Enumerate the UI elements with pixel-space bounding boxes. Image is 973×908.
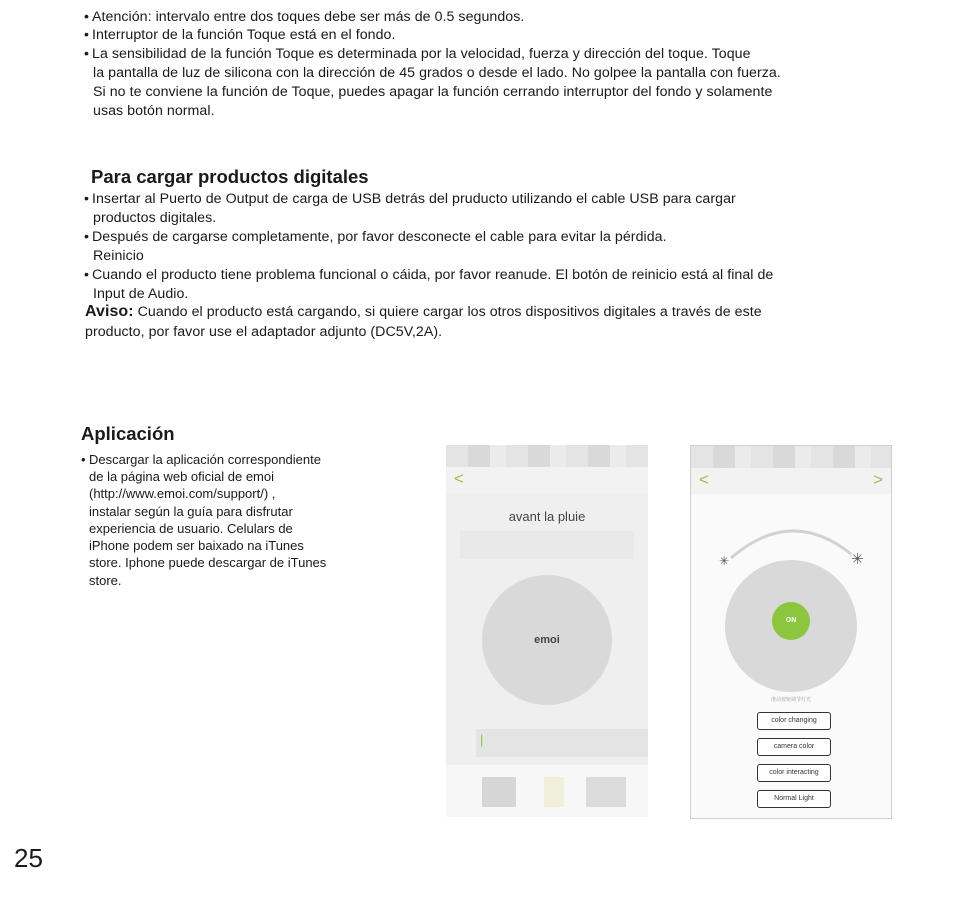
blurred-bar xyxy=(460,531,634,559)
slider-cursor: | xyxy=(480,732,484,747)
aviso-line1: Aviso: Cuando el producto está cargando, si quiere cargar los otros dispositivos digitales a través de este xyxy=(85,303,762,320)
app-line-3: (http://www.emoi.com/support/) , xyxy=(89,486,276,501)
charging-bullet-disconnect: • Después de cargarse completamente, por favor desconecte el cable para evitar la pérdida. xyxy=(84,228,667,246)
brightness-slider[interactable] xyxy=(476,729,648,757)
emoi-label: emoi xyxy=(534,634,560,646)
page-number: 25 xyxy=(14,843,43,873)
tab-icon-1[interactable] xyxy=(482,777,516,807)
hint-caption: 滑动按钮调节灯光 xyxy=(770,697,811,703)
charging-reset-line2: Input de Audio. xyxy=(93,286,189,302)
app-line-5: experiencia de usuario. Celulars de xyxy=(89,521,293,536)
charging-heading: Para cargar productos digitales xyxy=(91,166,369,187)
touch-sensitivity-line2: la pantalla de luz de silicona con la dirección de 45 grados o desde el lado. No golpee la pantalla con fuerza. xyxy=(93,65,781,81)
app-line-1: • Descargar la aplicación correspondiente xyxy=(81,451,321,468)
app-line-6: iPhone podem ser baixado na iTunes xyxy=(89,538,304,553)
aviso-line2: producto, por favor use el adaptador adjunto (DC5V,2A). xyxy=(85,324,443,340)
color-changing-button[interactable]: color changing xyxy=(757,712,831,730)
tab-icon-3[interactable] xyxy=(586,777,626,807)
camera-color-button[interactable]: camera color xyxy=(757,738,831,756)
back-icon[interactable]: < xyxy=(454,469,464,488)
scene-title: avant la pluie xyxy=(508,509,586,524)
touch-bullet-interval: • Atención: intervalo entre dos toques debe ser más de 0.5 segundos. xyxy=(84,8,524,26)
status-bar xyxy=(446,445,648,467)
color-interacting-button[interactable]: color interacting xyxy=(757,764,831,782)
charging-bullet-insert: • Insertar al Puerto de Output de carga de USB detrás del pruducto utilizando el cable USB para cargar xyxy=(84,190,736,208)
phone-screenshot-2 xyxy=(690,445,892,819)
touch-bullet-switch: • Interruptor de la función Toque está en el fondo. xyxy=(84,26,396,44)
touch-sensitivity-line3: Si no te conviene la función de Toque, puedes apagar la función cerrando interruptor del fondo y solamente xyxy=(93,84,773,100)
phone-screenshot-1 xyxy=(446,445,648,817)
charging-bullet-reset: • Cuando el producto tiene problema funcional o cáida, por favor reanude. El botón de reinicio está al final de xyxy=(84,266,773,284)
reset-label: Reinicio xyxy=(93,248,144,264)
touch-sensitivity-line4: usas botón normal. xyxy=(93,103,215,119)
bright-sun-icon: ✳ xyxy=(851,551,864,568)
power-on-button[interactable]: ON xyxy=(772,602,810,640)
nav-bar xyxy=(446,467,648,493)
app-line-7: store. Iphone puede descargar de iTunes xyxy=(89,555,327,570)
tab-icon-2[interactable] xyxy=(544,777,564,807)
aviso-label: Aviso: xyxy=(85,303,134,320)
forward-icon[interactable]: > xyxy=(873,470,883,489)
dim-sun-icon: ✳ xyxy=(719,554,730,568)
normal-light-button[interactable]: Normal Light xyxy=(757,790,831,808)
app-line-2: de la página web oficial de emoi xyxy=(89,469,275,484)
touch-bullet-sensitivity: • La sensibilidad de la función Toque es determinada por la velocidad, fuerza y dirección del toque. Toque xyxy=(84,45,751,63)
back-icon[interactable]: < xyxy=(699,470,709,489)
app-heading: Aplicación xyxy=(81,423,175,444)
app-line-4: instalar según la guía para disfrutar xyxy=(89,504,293,519)
app-line-8: store. xyxy=(89,573,122,588)
charging-insert-line2: productos digitales. xyxy=(93,210,217,226)
